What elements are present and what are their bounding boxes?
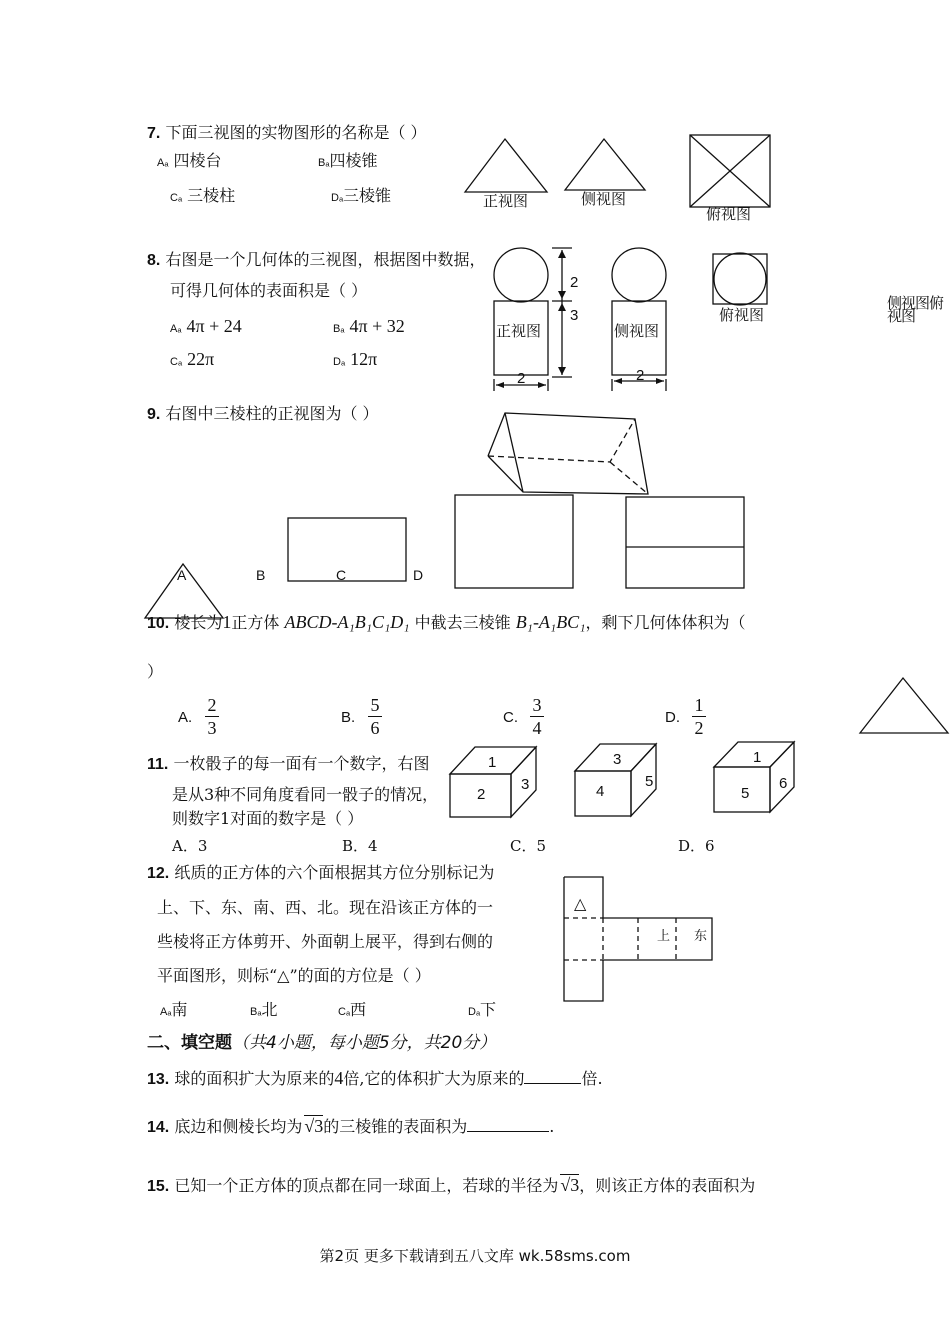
q15-sqrt: √3 <box>560 1175 580 1195</box>
q12-line4: 平面图形，则标“△”的面的方位是（ ） <box>157 966 431 985</box>
q8-option-d[interactable]: Dₐ 12π <box>333 349 378 369</box>
q7-option-d[interactable]: Dₐ三棱锥 <box>331 186 392 205</box>
q7-side-triangle <box>565 139 645 190</box>
q7-label-top: 俯视图 <box>706 205 752 223</box>
q10-option-d-den: 2 <box>694 718 704 738</box>
q10-edge: 1 <box>222 612 232 632</box>
q10-option-c-num: 3 <box>532 695 542 715</box>
q14-root: 3 <box>314 1116 324 1136</box>
q12-number: 12. <box>147 865 170 882</box>
q8-stem2: 可得几何体的表面积是（ ） <box>170 281 368 300</box>
q8-top-circle <box>714 253 766 305</box>
q15 <box>147 1175 755 1197</box>
q11-stem3: 则数字1对面的数字是（ ） <box>172 809 364 828</box>
q11-die1-front: 2 <box>477 786 486 803</box>
q10-p4: ，剩下几何体体积为（ <box>585 613 746 632</box>
q7-option-d-letter: D <box>331 192 339 204</box>
q8-dim-width1: 2 <box>517 370 526 387</box>
margin-triangle <box>860 678 948 733</box>
q10-option-c-letter[interactable]: C. <box>503 709 518 726</box>
q7-option-a-letter: A <box>157 157 165 169</box>
section2-title: 二、填空题 <box>147 1033 232 1053</box>
q10-p2: 正方体 <box>231 613 280 632</box>
q10-option-b-num: 5 <box>370 695 380 715</box>
q13-answer-blank[interactable] <box>524 1083 581 1084</box>
q8-option-d-text: 12π <box>350 349 378 369</box>
section2-heading <box>147 1033 496 1053</box>
q7-option-d-text: 三棱锥 <box>343 186 392 205</box>
q13-p3: 倍. <box>581 1069 603 1088</box>
q7-option-b-text: 四棱锥 <box>329 151 378 170</box>
q15-p2: ，则该正方体的表面积为 <box>579 1176 756 1195</box>
q8-option-a-text: 4π + 24 <box>186 316 242 336</box>
q9-option-b-label[interactable]: B <box>256 567 266 583</box>
q15-p1: 已知一个正方体的顶点都在同一球面上，若球的半径为 <box>174 1176 559 1195</box>
q8-dim-mid: 3 <box>570 307 579 324</box>
q12-line1-row <box>147 863 494 884</box>
q10-option-a-den: 3 <box>207 718 217 738</box>
q8-label-top: 俯视图 <box>719 306 765 324</box>
q14-p2: 的三棱锥的表面积为 <box>323 1117 468 1136</box>
q8-dim-width2: 2 <box>636 367 645 384</box>
q11-die3-side: 6 <box>779 775 788 792</box>
q15-number: 15. <box>147 1178 170 1195</box>
q15-root: 3 <box>570 1175 580 1195</box>
q7-option-b-letter: B <box>318 157 326 169</box>
q7-number: 7. <box>147 125 161 142</box>
q7-option-c-text: 三棱柱 <box>187 186 236 205</box>
q7-option-a-text: 四棱台 <box>173 151 222 170</box>
q10-cube-name: ABCD-A₁B₁C₁D₁ <box>284 612 410 632</box>
q12-net-east: 东 <box>694 929 708 944</box>
q11-die3-front: 5 <box>741 785 750 802</box>
q8-option-b-text: 4π + 32 <box>349 316 405 336</box>
q8-option-c-text: 22π <box>187 349 215 369</box>
q11-die3-top: 1 <box>753 749 762 766</box>
q10-option-d-num: 1 <box>694 695 704 715</box>
q8-overlap-label: 侧视图俯视图 <box>887 294 944 325</box>
q10-option-c-den: 4 <box>532 718 542 738</box>
q11-option-c[interactable]: C．5 <box>510 837 547 855</box>
q10-option-a-fraction <box>205 695 219 738</box>
q14-p3: . <box>549 1117 555 1136</box>
q12-line2: 上、下、东、南、西、北。现在沿该正方体的一 <box>157 898 494 917</box>
q10-p1: 棱长为 <box>174 613 223 632</box>
q12-option-d[interactable]: Dₐ下 <box>468 1000 497 1019</box>
q12-option-c-text: 西 <box>350 1000 367 1019</box>
q11-stem1: 一枚骰子的每一面有一个数字，右图 <box>173 754 430 773</box>
q13-number: 13. <box>147 1071 170 1088</box>
q9-option-c-label[interactable]: C <box>336 567 347 583</box>
q9-number: 9. <box>147 406 161 423</box>
q11-number: 11. <box>147 756 169 773</box>
q14-answer-blank[interactable] <box>467 1131 549 1132</box>
q8-option-d-letter: D <box>333 356 341 368</box>
q9-option-d-label[interactable]: D <box>413 567 424 583</box>
q10-number: 10. <box>147 615 170 632</box>
q8-stem-line1 <box>147 250 485 271</box>
q10-stem <box>147 612 745 634</box>
q12-option-c[interactable]: Cₐ西 <box>338 1000 367 1019</box>
q9-stem <box>147 404 379 425</box>
q11-die1-side: 3 <box>521 776 530 793</box>
q8-dim-top: 2 <box>570 274 579 291</box>
q10-option-d-fraction <box>692 695 706 738</box>
q7-front-triangle <box>465 139 547 192</box>
q13 <box>147 1068 603 1090</box>
q12-option-b-text: 北 <box>261 1000 278 1019</box>
q13-k: 4 <box>334 1068 344 1088</box>
q9-option-d-rect <box>626 497 744 588</box>
q12-option-d-letter: D <box>468 1006 476 1018</box>
q12-line3: 些棱将正方体剪开、外面朝上展平，得到右侧的 <box>157 932 494 951</box>
q7-label-side: 侧视图 <box>581 190 627 208</box>
q7-option-c-letter: C <box>170 192 178 204</box>
q11-option-d[interactable]: D．6 <box>678 837 715 855</box>
q12-option-b[interactable]: Bₐ北 <box>250 1000 278 1019</box>
q9-prism-hidden <box>488 419 635 462</box>
q12-option-d-text: 下 <box>480 1000 497 1019</box>
q8-option-b[interactable]: Bₐ 4π + 32 <box>333 316 405 336</box>
q12-option-a-letter: A <box>160 1006 168 1018</box>
q7-label-front: 正视图 <box>483 192 529 210</box>
q7-option-a[interactable]: Aₐ 四棱台 <box>157 151 222 170</box>
q7-option-c[interactable]: Cₐ 三棱柱 <box>170 186 236 205</box>
q7-stem-text: 下面三视图的实物图形的名称是（ ） <box>165 123 427 142</box>
q11-die2-front: 4 <box>596 783 605 800</box>
q9-prism-solid <box>488 413 648 494</box>
q8-side-circle <box>612 248 666 302</box>
q8-option-c[interactable]: Cₐ 22π <box>170 349 215 369</box>
q14-sqrt: √3 <box>304 1116 324 1136</box>
q8-label-side: 侧视图 <box>614 322 660 340</box>
q10-option-c-fraction <box>530 695 544 738</box>
q8-front-circle <box>494 248 548 302</box>
q12-option-c-letter: C <box>338 1006 346 1018</box>
q13-p1: 球的面积扩大为原来的 <box>174 1069 335 1088</box>
q11-option-a[interactable]: A．3 <box>172 837 208 855</box>
q9-option-b-rect <box>288 518 406 581</box>
q12-option-a[interactable]: Aₐ南 <box>160 1000 188 1019</box>
q8-option-a[interactable]: Aₐ 4π + 24 <box>170 316 242 336</box>
q11-stem-line1 <box>147 754 429 775</box>
q8-number: 8. <box>147 252 161 269</box>
q11-die2-top: 3 <box>613 751 622 768</box>
q10-option-a-num: 2 <box>207 695 217 715</box>
q10-close: ） <box>147 662 164 681</box>
q8-option-b-letter: B <box>333 323 341 335</box>
q9-option-a-label[interactable]: A <box>177 567 187 583</box>
q11-stem2: 是从3种不同角度看同一骰子的情况， <box>172 785 439 804</box>
q12-line1: 纸质的正方体的六个面根据其方位分别标记为 <box>174 863 495 882</box>
q10-p3: 中截去三棱锥 <box>414 613 511 632</box>
q7-option-b[interactable]: Bₐ四棱锥 <box>318 151 378 170</box>
q11-die1-top: 1 <box>488 754 497 771</box>
q8-stem1: 右图是一个几何体的三视图，根据图中数据， <box>165 250 486 269</box>
q8-label-front: 正视图 <box>496 322 542 340</box>
q10-option-b-den: 6 <box>370 718 380 738</box>
q10-option-b-letter[interactable]: B. <box>341 709 356 726</box>
q11-die2-side: 5 <box>645 773 654 790</box>
q9-option-c-rect <box>455 495 573 588</box>
q7-stem <box>147 123 427 144</box>
q8-option-a-letter: A <box>170 323 178 335</box>
q10-option-d-letter[interactable]: D. <box>665 709 680 726</box>
q10-option-a-letter[interactable]: A. <box>178 709 193 726</box>
q13-p2: 倍,它的体积扩大为原来的 <box>343 1069 525 1088</box>
page-footer: 第2页 更多下载请到五八文库 wk.58sms.com <box>319 1247 631 1265</box>
q10-pyramid: B₁-A₁BC₁ <box>515 612 586 632</box>
q12-option-b-letter: B <box>250 1006 258 1018</box>
q9-stem-text: 右图中三棱柱的正视图为（ ） <box>165 404 379 423</box>
q14-p1: 底边和侧棱长均为 <box>174 1117 303 1136</box>
q10-option-b-fraction <box>368 695 382 738</box>
q12-net-up: 上 <box>657 929 671 944</box>
q8-option-c-letter: C <box>170 356 178 368</box>
q12-option-a-text: 南 <box>171 1000 188 1019</box>
q14 <box>147 1116 554 1138</box>
q11-option-b[interactable]: B．4 <box>342 837 378 855</box>
q12-net-triangle: △ <box>574 894 587 913</box>
q14-number: 14. <box>147 1119 170 1136</box>
section2-note: （共4小题，每小题5分，共20分） <box>232 1033 497 1053</box>
